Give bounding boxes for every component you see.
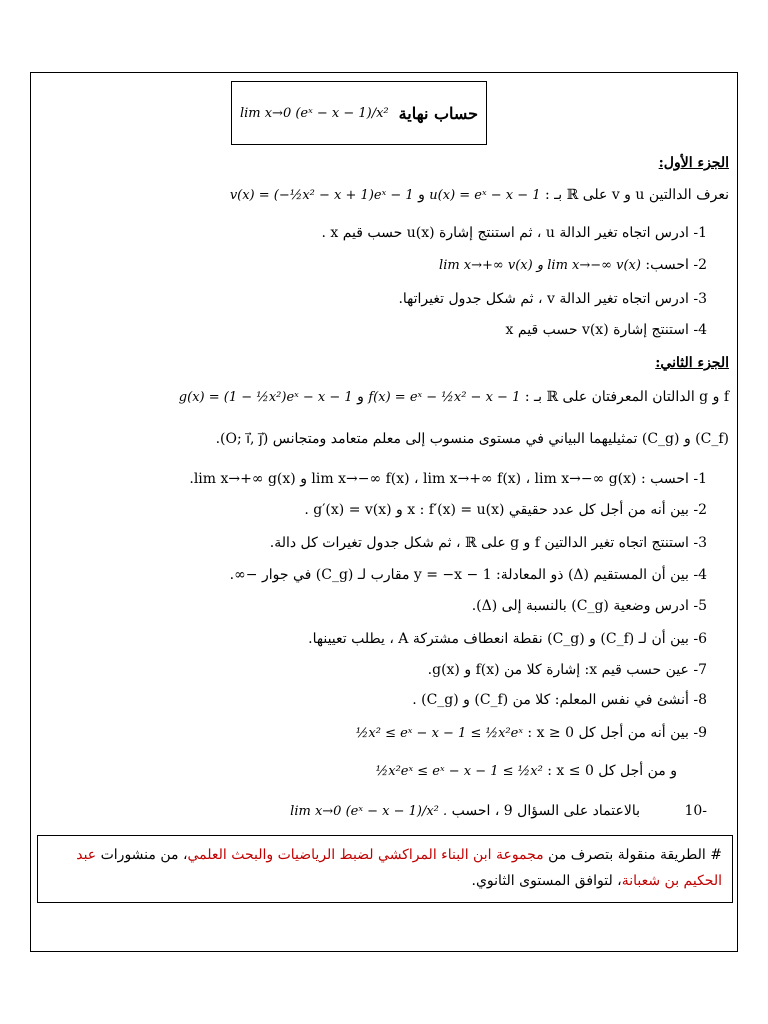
part2-q5: 5- ادرس وضعية (C_g) بالنسبة إلى (Δ). [471,598,707,614]
part2-q3: 3- استنتج اتجاه تغير الدالتين f و g على ℝ ، ثم شكل جدول تغيرات كل دالة. [269,535,707,551]
title-box [231,81,487,145]
part2-q9a [39,723,707,744]
part2-intro-g: g(x) = (1 − ½x²)eˣ − x − 1 [178,390,353,405]
part1-intro-text: نعرف الدالتين u و v على ℝ بـ : [544,187,729,203]
part2-q10-number: -10 [684,803,707,819]
part2-q9a-expr: ½x² ≤ eˣ − x − 1 ≤ ½x²eˣ [355,726,523,741]
part2-q10 [39,801,707,822]
part1-intro-v: v(x) = (−½x² − x + 1)eˣ − 1 [229,188,414,203]
part2-intro [39,387,729,408]
note-text-3: ، لتوافق المستوى الثانوي. [471,873,622,889]
part1-q1: 1- ادرس اتجاه تغير الدالة u ، ثم استنتج إشارة u(x) حسب قيم x . [321,225,707,241]
part2-q9b-text: و من أجل كل x ≤ 0 : [547,763,677,779]
part2-q9b-expr: ½x²eˣ ≤ eˣ − x − 1 ≤ ½x² [375,764,543,779]
part1-q3: 3- ادرس اتجاه تغير الدالة v ، ثم شكل جدول تغيراتها. [398,291,707,307]
part1-heading: الجزء الأول: [658,155,729,171]
part2-q6: 6- بين أن لـ (C_f) و (C_g) نقطة انعطاف مشتركة A ، يطلب تعيينها. [308,631,707,647]
part2-q4: 4- بين أن المستقيم (Δ) ذو المعادلة: y = −x − 1 مقارب لـ (C_g) في جوار −∞. [229,567,707,583]
part1-q2 [39,255,707,276]
part2-q8: 8- أنشئ في نفس المعلم: كلا من (C_f) و (C_g) . [412,692,707,708]
exercise-page [30,72,738,952]
note-text-1: الطريقة منقولة بتصرف من [548,847,706,863]
part2-heading: الجزء الثاني: [655,355,729,371]
part2-q9b [39,761,677,782]
part1-intro-and: و [418,187,425,203]
part1-intro [39,185,729,206]
part1-intro-u: u(x) = eˣ − x − 1 [429,188,541,203]
title-label: حساب نهاية [398,103,479,123]
part2-q9a-text: 9- بين أنه من أجل كل x ≥ 0 : [527,725,707,741]
source-note-box [37,835,733,903]
part2-intro-and: و [357,389,364,405]
part1-q2-expr: lim x→+∞ v(x) و lim x→−∞ v(x) [439,258,641,273]
part2-intro-f: f(x) = eˣ − ½x² − x − 1 [368,390,521,405]
part2-q1: 1- احسب : lim x→−∞ f(x) ، lim x→+∞ f(x) ، lim x→−∞ g(x) و lim x→+∞ g(x). [189,471,707,487]
part2-intro2: (C_f) و (C_g) تمثيليهما البياني في مستوى منسوب إلى معلم متعامد ومتجانس (O; i⃗, j⃗). [215,431,729,447]
part2-q10-text: بالاعتماد على السؤال 9 ، احسب [451,803,640,819]
part2-q2: 2- بين أنه من أجل كل عدد حقيقي x : f′(x) = u(x) و g′(x) = v(x) . [304,502,707,518]
part2-intro-text: f و g الدالتان المعرفتان على ℝ بـ : [524,389,729,405]
part2-q7: 7- عين حسب قيم x: إشارة كلا من f(x) و g(x). [427,662,707,678]
note-hash: # [710,847,722,863]
note-author: عبد الحكيم بن شعبانة [76,847,722,889]
part1-q4: 4- استنتج إشارة v(x) حسب قيم x [505,322,707,338]
part2-q10-expr: lim x→0 (eˣ − x − 1)/x² . [290,804,448,819]
note-text-2: ، من منشورات [100,847,188,863]
note-source: مجموعة ابن البناء المراكشي لضبط الرياضيات والبحث العلمي [187,847,544,863]
title-expression: lim x→0 (eˣ − x − 1)/x² [239,105,389,121]
part1-q2-text: 2- احسب: [645,257,707,273]
